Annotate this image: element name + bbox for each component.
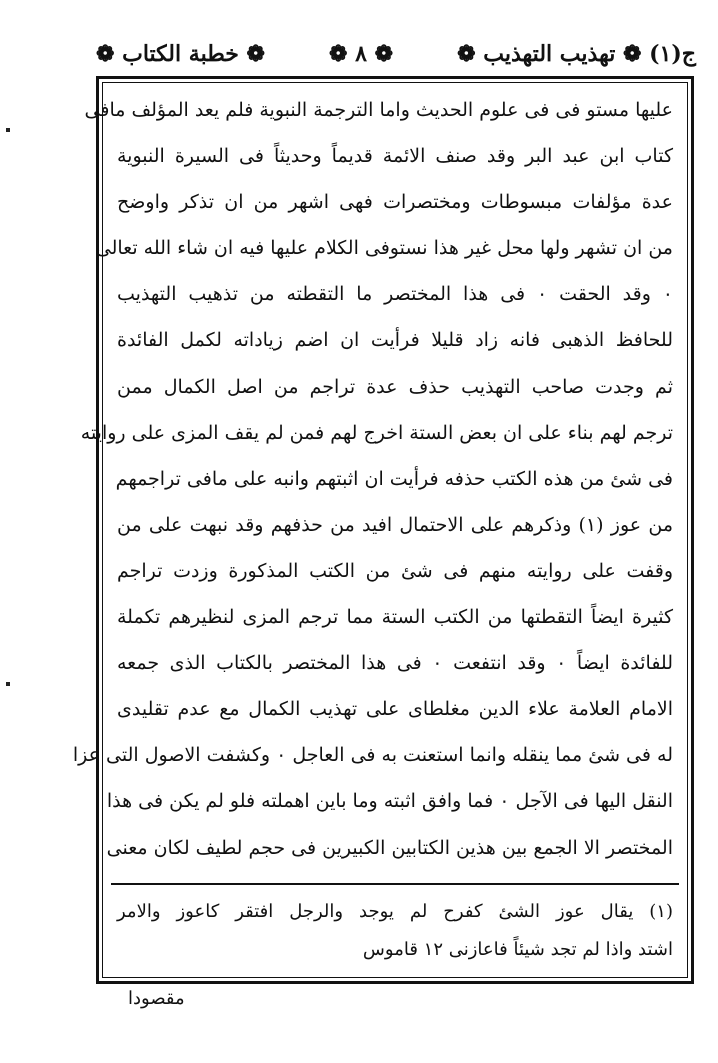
text-line: المختصر الا الجمع بين هذين الكتابين الكبيرين فى حجم لطيف لكان معنى — [106, 836, 673, 859]
text-line: للحافظ الذهبى فانه زاد قليلا فرأيت ان اضم زياداته لكمل الفائدة — [117, 329, 673, 352]
text-line: ترجم لهم بناء على ان بعض الستة اخرج لهم فمن لم يقف المزى على روايته — [80, 421, 673, 444]
section-title: خطبة الكتاب — [122, 41, 239, 67]
text-line: فى شئ من هذه الكتب حذفه فرأيت ان اثبتهم وانبه على مافى تراجمهم — [115, 467, 673, 490]
footnote-line: (١) يقال عوز الشئ كفرح لم يوجد والرجل افتقر كاعوز والامر — [117, 901, 673, 922]
ornament-icon: ❁ — [246, 41, 265, 67]
scan-mark — [6, 128, 10, 132]
ornament-icon: ❁ — [374, 41, 394, 67]
main-text — [72, 87, 674, 871]
text-line: ٠ وقد الحقت ٠ فى هذا المختصر ما التقطته من تذهيب التهذيب — [117, 283, 673, 306]
text-line: عدة مؤلفات مبسوطات ومختصرات فهى اشهر من ان تذكر واوضح — [117, 191, 673, 214]
footnote-line: اشتد واذا لم تجد شيئاً فاعازنى ١٢ قاموس — [362, 939, 673, 960]
text-line: من ان تشهر ولها محل غير هذا نستوفى الكلام عليها فيه ان شاء الله تعالى — [95, 237, 673, 260]
ornament-icon: ❁ — [96, 41, 115, 67]
text-line: ثم وجدت صاحب التهذيب حذف عدة تراجم من اصل الكمال ممن — [117, 375, 673, 398]
text-line: وقفت على روايته منهم فى شئ من الكتب المذكورة وزدت تراجم — [117, 559, 673, 582]
text-line: كثيرة ايضاً التقطتها من الكتب الستة مما ترجم المزى لنظيرهم تكملة — [117, 606, 673, 629]
text-line: النقل اليها فى الآجل ٠ فما وافق اثبته وما باين اهملته فلو لم يكن فى هذا — [106, 790, 673, 813]
ornament-icon: ❁ — [457, 41, 476, 67]
text-line: من عوز (١) وذكرهم على الاحتمال افيد من حذفهم وقد نبهت على من — [117, 513, 673, 536]
catchword: مقصودا — [128, 988, 185, 1009]
footnotes — [117, 893, 673, 969]
text-line: للفائدة ايضاً ٠ وقد انتفعت ٠ فى هذا المختصر بالكتاب الذى جمعه — [117, 652, 674, 675]
text-line: الامام العلامة علاء الدين مغلطاى على تهذيب الكمال مع عدم تقليدى — [117, 698, 673, 721]
ornament-icon: ❁ — [623, 41, 642, 67]
scan-mark — [6, 682, 10, 686]
header-section-title — [96, 41, 265, 67]
footnote-divider — [111, 883, 679, 885]
header-page-number — [329, 41, 393, 67]
ornament-icon: ❁ — [329, 41, 348, 67]
page-number: ٨ — [355, 41, 367, 67]
text-line: كتاب ابن عبد البر وقد صنف الائمة قديماً وحديثاً فى السيرة النبوية — [117, 145, 673, 168]
book-title: تهذيب التهذيب — [483, 41, 616, 67]
text-line: عليها مستو فى فى علوم الحديث واما الترجمة النبوية فلم يعد المؤلف مافى — [84, 99, 673, 121]
text-frame — [72, 76, 694, 984]
text-line: له فى شئ مما ينقله وانما استعنت به فى العاجل ٠ وكشفت الاصول التى عزا — [72, 744, 673, 767]
header-volume-title — [457, 41, 696, 67]
volume-label: ج(١) — [649, 41, 696, 67]
running-header — [96, 34, 696, 74]
